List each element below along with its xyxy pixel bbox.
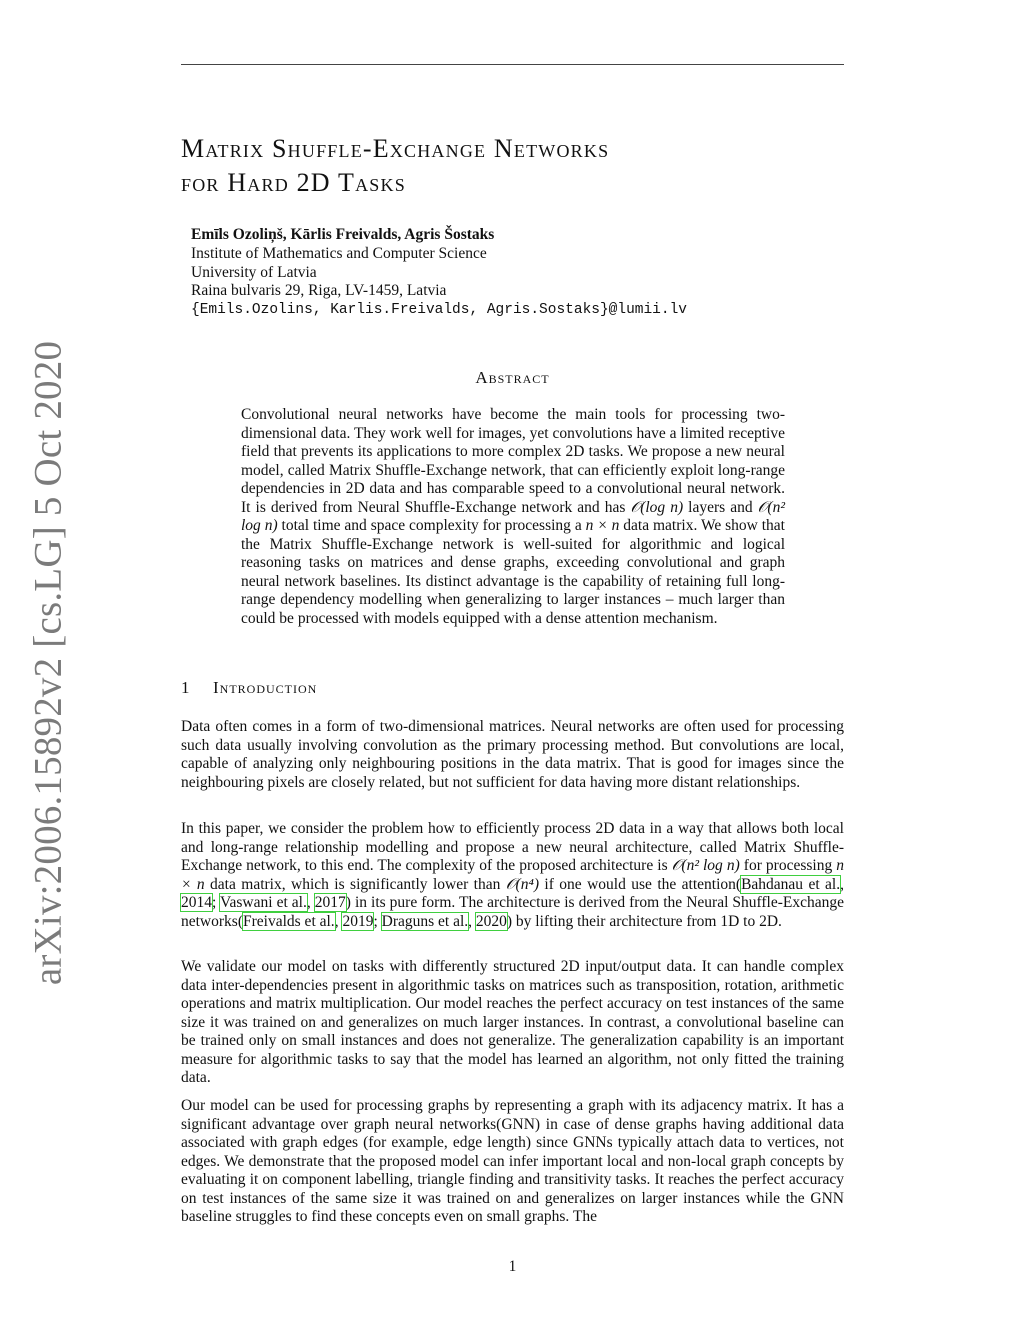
abstract-text-2: layers and: [683, 498, 758, 516]
page-number: 1: [508, 1258, 517, 1275]
abstract-text-4: data matrix. We show that the Matrix Shuffle-Exchange network is well-suited for algorithmic and logical reasoning tasks on matrices and dense graphs, exceeding convolutional and graph neural network baselines. Its distinct advantage is the capability of retaining full long-range dependency modelling when generalizing to larger instances – much larger than could be processed with models equipped with a dense attention mechanism.: [241, 517, 785, 627]
citation-link-2019[interactable]: 2019: [342, 912, 374, 930]
p2-text-4: if one would use the attention(: [539, 875, 742, 893]
p2-sep-1: ,: [840, 875, 844, 893]
abstract-body: [241, 406, 785, 628]
section-heading-introduction: [181, 678, 844, 698]
citation-link-vaswani[interactable]: Vaswani et al.: [220, 894, 307, 911]
p2-math-2: n × n: [181, 857, 844, 893]
citation-link-draguns[interactable]: Draguns et al.: [381, 912, 469, 930]
p2-math-3: 𝒪(n⁴): [505, 875, 539, 893]
citation-link-bahdanau[interactable]: Bahdanau et al.: [741, 875, 841, 893]
p2-sep-3: ,: [306, 894, 315, 911]
intro-paragraph-1: Data often comes in a form of two-dimensional matrices. Neural networks are often used for processing such data usually involving convolution as the primary processing method. But convolutions are local, capable of analyzing only neighbouring positions in the data matrix. That is good for images since the neighbouring pixels are closely related, but not sufficient for data having more distant relationships.: [181, 718, 844, 791]
author-block: [191, 226, 831, 320]
citation-link-2014[interactable]: 2014: [181, 894, 212, 911]
p2-text-1: In this paper, we consider the problem how to efficiently process 2D data in a way that allows both local and long-range relationship modelling and propose a new neural architecture, called Matrix Shuffle-Exchange network, to this end. The complexity of the proposed architecture is: [181, 820, 844, 874]
p2-text-5: ) in its pure form. The architecture is derived from the Neural Shuffle-Exchange networks(: [181, 894, 845, 930]
author-address: Raina bulvaris 29, Riga, LV-1459, Latvia: [191, 282, 447, 300]
abstract-math-1: 𝒪(log n): [630, 498, 684, 516]
intro-paragraph-3: We validate our model on tasks with differently structured 2D input/output data. It can handle complex data inter-dependencies present in algorithmic tasks on matrices such as transposition, rotation, arithmetic operations and matrix multiplication. Our model reaches the perfect accuracy on test instances of the same size it was trained on and generalizes on much larger instances. In contrast, a convolutional baseline can be trained only on small instances and does not generalize. The generalization capability is an important measure for algorithmic tasks to say that the model has learned an algorithm, not only fitted the training data.: [181, 958, 844, 1086]
abstract-math-3: n × n: [585, 517, 620, 534]
paper-title: [181, 132, 821, 200]
author-university: University of Latvia: [191, 263, 317, 281]
intro-paragraph-2: [181, 820, 844, 931]
section-title: Introduction: [213, 678, 318, 697]
p2-text-2: for processing: [739, 857, 837, 874]
section-number: 1: [181, 678, 191, 697]
abstract-math-2: 𝒪(n² log n): [241, 498, 785, 534]
p2-sep-5: ;: [373, 912, 382, 930]
top-rule: [181, 64, 844, 65]
title-line-1: Matrix Shuffle-Exchange Networks: [181, 134, 610, 163]
author-email: {Emils.Ozolins, Karlis.Freivalds, Agris.Sostaks}@lumii.lv: [191, 302, 687, 319]
citation-link-freivalds[interactable]: Freivalds et al.: [243, 912, 335, 930]
p2-sep-4: ,: [334, 912, 343, 930]
author-names: Emīls Ozoliņš, Kārlis Freivalds, Agris Šostaks: [191, 226, 495, 243]
p2-text-6: ) by lifting their architecture from 1D to 2D.: [506, 912, 782, 930]
citation-link-2020[interactable]: 2020: [475, 912, 507, 930]
p2-sep-2: ;: [212, 894, 221, 911]
intro-paragraph-4: Our model can be used for processing graphs by representing a graph with its adjacency matrix. It has a significant advantage over graph neural networks(GNN) in case of dense graphs having additional data associated with graph edges (for example, edge length) since GNNs typically attach data to vertices, not edges. We demonstrate that the proposed model can infer important local and non-local graph concepts by evaluating it on component labelling, triangle finding and transitivity tasks. It reaches the perfect accuracy on test instances of the same size it was trained on and generalizes on larger instances while the GNN baseline struggles to find these concepts even on small graphs. The: [181, 1097, 844, 1225]
title-line-2: for Hard 2D Tasks: [181, 168, 406, 197]
arxiv-stamp-text: arXiv:2006.15892v2 [cs.LG] 5 Oct 2020: [26, 340, 70, 985]
abstract-heading: Abstract: [475, 368, 550, 387]
citation-link-2017[interactable]: 2017: [314, 894, 346, 911]
arxiv-stamp: [18, 340, 78, 985]
p2-sep-6: ,: [468, 912, 476, 930]
abstract-text-1: Convolutional neural networks have become the main tools for processing two-dimensional data. They work well for images, yet convolutions have a limited receptive field that prevents its applications to more complex 2D tasks. We propose a new neural model, called Matrix Shuffle-Exchange network, that can efficiently exploit long-range dependencies in 2D data and has comparable speed to a convolutional neural network. It is derived from Neural Shuffle-Exchange network and has: [241, 406, 785, 516]
p2-math-1: 𝒪(n² log n): [671, 857, 740, 874]
abstract-text-3: total time and space complexity for processing a: [277, 517, 586, 534]
author-institute: Institute of Mathematics and Computer Science: [191, 244, 487, 262]
p2-text-3: data matrix, which is significantly lower than: [204, 875, 506, 893]
